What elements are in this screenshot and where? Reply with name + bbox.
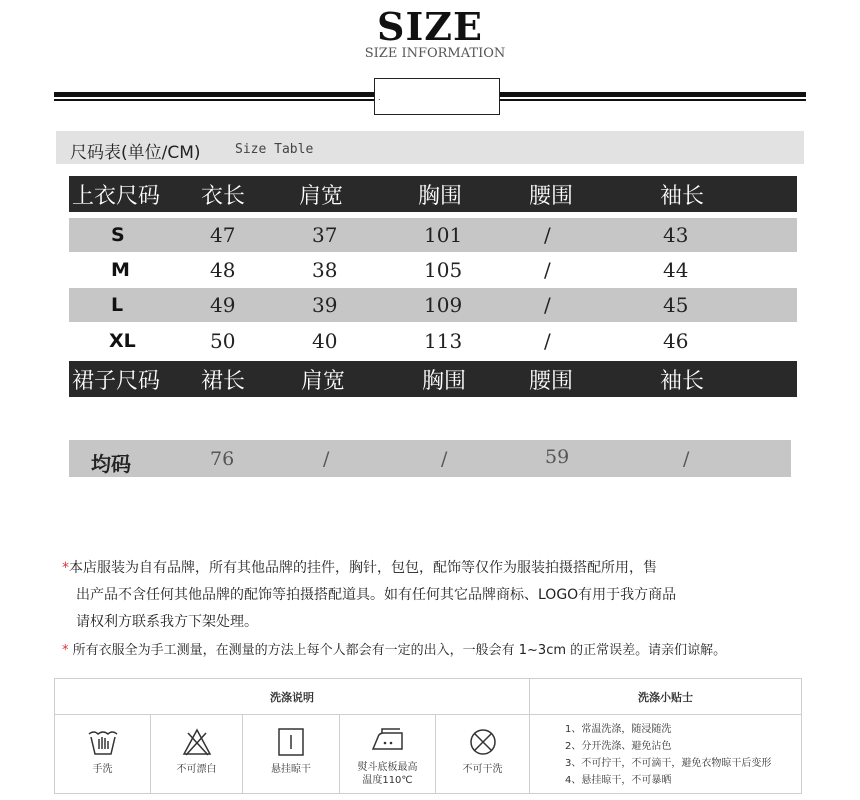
iron-icon bbox=[370, 727, 406, 753]
note-star: * bbox=[62, 643, 69, 658]
header-cell: 腰围 bbox=[529, 368, 574, 394]
table-cell: 49 bbox=[210, 293, 236, 317]
size-label: S bbox=[111, 224, 125, 246]
table-cell: 109 bbox=[424, 293, 463, 317]
size-table-heading-cn: 尺码表(单位/CM) bbox=[70, 143, 201, 163]
care-divider bbox=[529, 679, 530, 793]
table-cell: 113 bbox=[424, 329, 463, 353]
table-cell: 37 bbox=[312, 223, 338, 247]
care-tips-list bbox=[565, 721, 771, 789]
header-cell: 袖长 bbox=[660, 183, 705, 209]
header-rule-left-thick bbox=[54, 92, 374, 97]
header-cell: 袖长 bbox=[660, 368, 705, 394]
note-1-line-1 bbox=[62, 557, 657, 577]
table-row bbox=[69, 324, 797, 358]
table-cell: / bbox=[441, 448, 448, 470]
page-subtitle: SIZE INFORMATION bbox=[364, 46, 506, 61]
table-cell: 76 bbox=[210, 448, 235, 470]
table-row bbox=[69, 253, 797, 287]
table-cell: / bbox=[323, 448, 330, 470]
skirt-size-header-row bbox=[69, 361, 797, 397]
care-tip: 1、常温洗涤，随浸随洗 bbox=[565, 724, 672, 735]
header-cell: 腰围 bbox=[529, 183, 574, 209]
table-cell: 44 bbox=[663, 258, 689, 282]
size-label: 均码 bbox=[91, 452, 131, 476]
table-cell: 105 bbox=[424, 258, 463, 282]
no-dry-clean-icon bbox=[468, 727, 498, 757]
care-item-hand-wash bbox=[55, 715, 150, 793]
header-rule-right-thin bbox=[498, 99, 806, 101]
header-cell: 上衣尺码 bbox=[72, 183, 161, 209]
table-cell: 48 bbox=[210, 258, 236, 282]
care-tip: 2、分开洗涤、避免沾色 bbox=[565, 741, 672, 752]
tips-title: 洗涤小贴士 bbox=[638, 690, 693, 704]
box-mark: . bbox=[378, 93, 381, 102]
header-cell: 裙长 bbox=[201, 368, 246, 394]
care-tip: 3、不可拧干，不可滴干，避免衣物晾干后变形 bbox=[565, 758, 772, 769]
wash-title: 洗涤说明 bbox=[270, 690, 314, 704]
page-title: SIZE bbox=[377, 4, 483, 49]
top-size-header-row bbox=[69, 176, 797, 212]
care-tip: 4、悬挂晾干，不可暴晒 bbox=[565, 775, 672, 786]
care-caption: 不可干洗 bbox=[462, 764, 503, 775]
table-cell: 38 bbox=[312, 258, 338, 282]
table-cell: / bbox=[683, 448, 690, 470]
note-text: 所有衣服全为手工测量，在测量的方法上每个人都会有一定的出入，一般会有 1~3cm 的正常误差。请亲们谅解。 bbox=[72, 643, 727, 658]
table-cell: 46 bbox=[663, 329, 689, 353]
table-cell: / bbox=[544, 293, 551, 317]
care-caption: 熨斗底板最高 温度110℃ bbox=[357, 762, 418, 786]
care-item-iron bbox=[340, 715, 435, 793]
table-cell: 101 bbox=[424, 223, 463, 247]
table-cell: / bbox=[544, 329, 551, 353]
note-2 bbox=[62, 639, 726, 658]
size-table-heading-en: Size Table bbox=[235, 142, 314, 157]
table-cell: / bbox=[544, 223, 551, 247]
header-cell: 胸围 bbox=[418, 183, 463, 209]
care-caption: 悬挂晾干 bbox=[271, 764, 311, 775]
hand-wash-icon bbox=[86, 727, 120, 757]
header-rule-left-thin bbox=[54, 99, 374, 101]
table-cell: / bbox=[544, 258, 551, 282]
table-cell: 39 bbox=[312, 293, 338, 317]
hang-dry-icon bbox=[277, 727, 305, 757]
care-caption: 手洗 bbox=[92, 764, 113, 775]
header-cell: 胸围 bbox=[422, 368, 467, 394]
care-item-hang-dry bbox=[243, 715, 339, 793]
header-cell: 裙子尺码 bbox=[72, 368, 161, 394]
size-label: XL bbox=[109, 330, 136, 352]
table-cell: 50 bbox=[210, 329, 236, 353]
care-item-no-bleach bbox=[151, 715, 242, 793]
note-star: * bbox=[62, 560, 69, 576]
header-rule-right-thick bbox=[498, 92, 806, 97]
size-table-heading bbox=[56, 131, 804, 164]
table-row bbox=[69, 288, 797, 322]
size-label: M bbox=[111, 259, 130, 281]
table-cell: 40 bbox=[312, 329, 338, 353]
no-bleach-icon bbox=[182, 727, 212, 757]
table-cell: 45 bbox=[663, 293, 689, 317]
care-caption: 不可漂白 bbox=[176, 764, 217, 775]
care-instructions bbox=[54, 678, 802, 794]
table-cell: 59 bbox=[545, 446, 570, 468]
table-cell: 43 bbox=[663, 223, 689, 247]
size-label: L bbox=[111, 294, 124, 316]
one-size-row bbox=[69, 440, 791, 477]
header-center-box bbox=[374, 78, 500, 115]
table-row bbox=[69, 218, 797, 252]
note-text: 本店服装为自有品牌，所有其他品牌的挂件，胸针，包包，配饰等仅作为服装拍摄搭配所用，售 bbox=[69, 560, 657, 576]
care-item-no-dry-clean bbox=[436, 715, 529, 793]
table-cell: 47 bbox=[210, 223, 236, 247]
header-cell: 肩宽 bbox=[301, 368, 346, 394]
note-1-line-2: 出产品不含任何其他品牌的配饰等拍摄搭配道具。如有任何其它品牌商标、LOGO有用于我方商品 bbox=[76, 587, 677, 603]
note-1-line-3: 请权利方联系我方下架处理。 bbox=[76, 614, 258, 630]
header-cell: 肩宽 bbox=[299, 183, 344, 209]
header-cell: 衣长 bbox=[201, 183, 246, 209]
